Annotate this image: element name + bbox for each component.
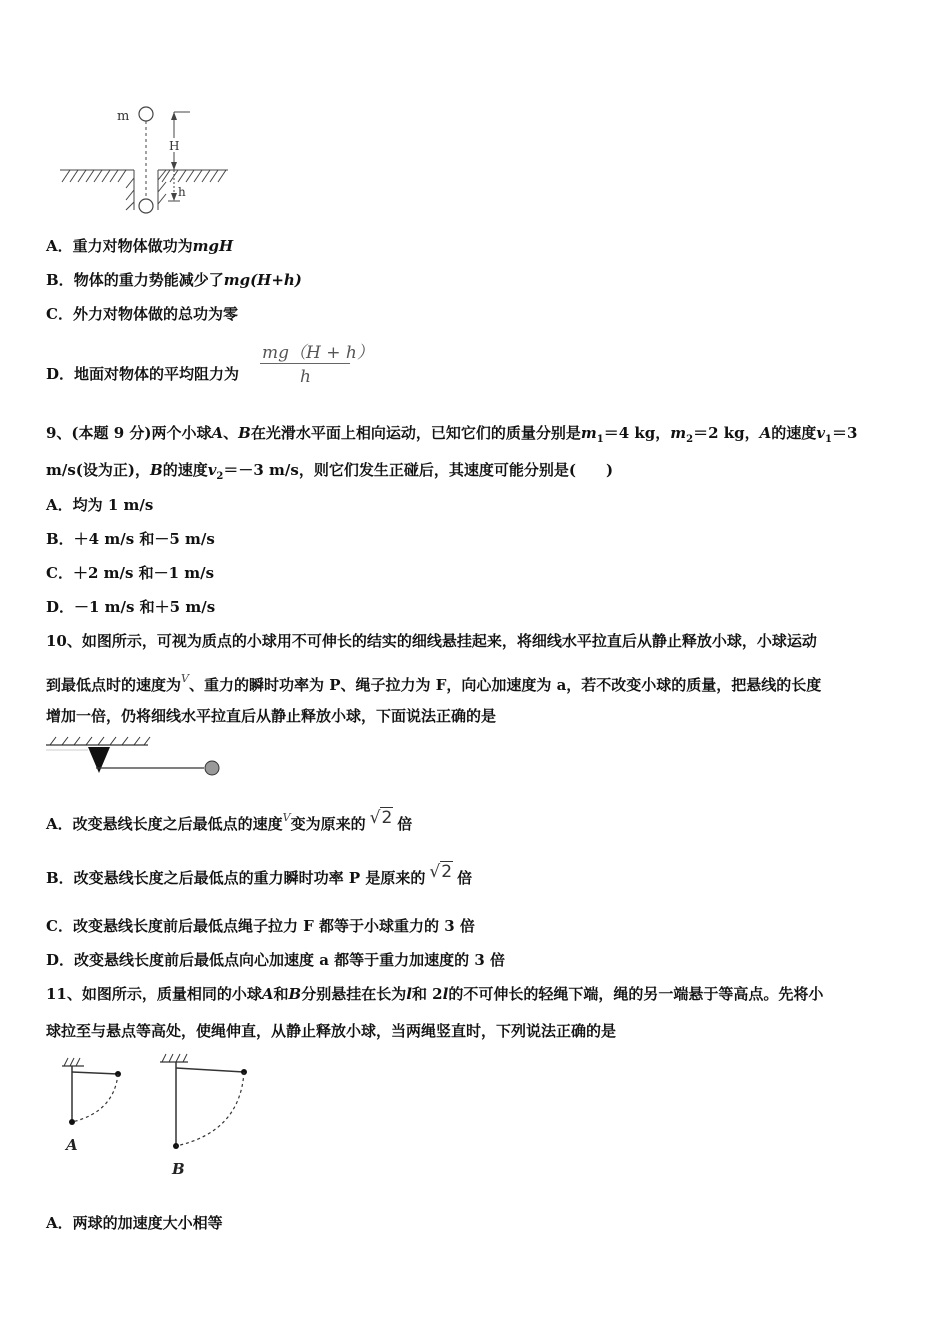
q9-stem-line2: m/s(设为正)，B的速度$v_2=-3$ m/s，则它们发生正碰后，其速度可能分别是( )	[46, 461, 614, 482]
q8-figure	[56, 104, 236, 216]
q11-stem-line1: 11、如图所示，质量相同的小球A和B分别悬挂在长为l和 2l的不可伸长的轻绳下端，绳的另一端悬于等高点。先将小	[46, 985, 824, 1003]
q8-fraction-numerator: mg（H + h）	[262, 343, 374, 363]
q10-option-b: B．改变悬线长度之后最低点的重力瞬时功率 P 是原来的 √2 倍	[46, 862, 473, 887]
sqrt-symbol: √2	[429, 862, 453, 882]
q11-option-a: A．两球的加速度大小相等	[46, 1214, 223, 1232]
q10-figure	[44, 735, 230, 783]
q9-option-c: C．＋2 m/s 和－1 m/s	[46, 564, 215, 582]
q9-option-b: B．＋4 m/s 和－5 m/s	[46, 530, 215, 548]
q10-stem-line3: 增加一倍，仍将细线水平拉直后从静止释放小球，下面说法正确的是	[46, 707, 497, 725]
q10-option-a: A．改变悬线长度之后最低点的速度$^V$变为原来的 √2 倍	[46, 808, 413, 833]
q9-stem-line1: 9、(本题 9 分)两个小球A、B在光滑水平面上相向运动，已知它们的质量分别是$m_1=4$ kg，$m_2=2$ kg，A的速度$v_1=3$	[46, 424, 858, 445]
sqrt-symbol: √2	[369, 808, 393, 828]
q8-H-label: H	[169, 139, 180, 153]
q8-fraction-denominator: h	[300, 367, 311, 387]
q11-stem-line2: 球拉至与悬点等高处，使绳伸直，从静止释放小球，当两绳竖直时，下列说法正确的是	[46, 1022, 617, 1040]
q10-stem-line1: 10、如图所示，可视为质点的小球用不可伸长的结实的细线悬挂起来，将细线水平拉直后从静止释放小球，小球运动	[46, 632, 817, 650]
q8-option-b: B．物体的重力势能减少了mg(H+h)	[46, 271, 302, 289]
q8-h-label: h	[178, 185, 186, 199]
q8-option-a: A．重力对物体做功为mgH	[46, 237, 234, 255]
q8-option-c: C．外力对物体做的总功为零	[46, 305, 238, 323]
q8-option-d: D．地面对物体的平均阻力为	[46, 365, 240, 383]
q10-option-c: C．改变悬线长度前后最低点绳子拉力 F 都等于小球重力的 3 倍	[46, 917, 475, 935]
q8-mass-label: m	[117, 109, 130, 124]
q9-option-d: D．－1 m/s 和＋5 m/s	[46, 598, 216, 616]
q11-ball-b-label: B	[172, 1160, 185, 1178]
q10-stem-line2: 到最低点时的速度为$^V$、重力的瞬时功率为 P、绳子拉力为 F，向心加速度为 a，若不改变小球的质量，把悬线的长度	[46, 672, 822, 694]
q11-ball-a-label: A	[66, 1136, 78, 1154]
q11-figure	[56, 1052, 256, 1180]
q8-fraction-bar	[260, 363, 350, 364]
q9-option-a: A．均为 1 m/s	[46, 496, 154, 514]
q10-option-d: D．改变悬线长度前后最低点向心加速度 a 都等于重力加速度的 3 倍	[46, 951, 506, 969]
